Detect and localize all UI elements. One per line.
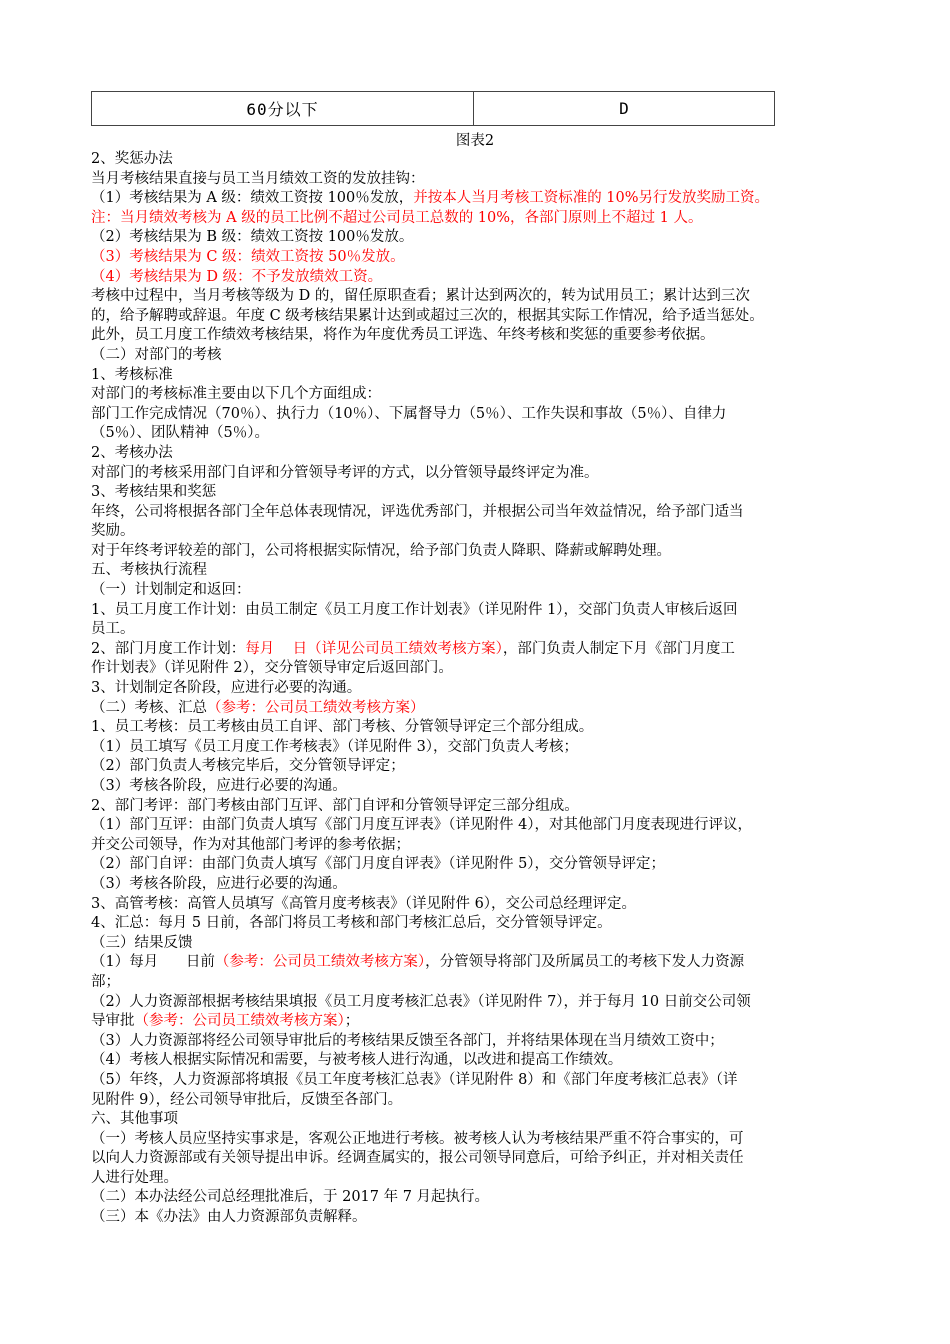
body-text: 对部门的考核采用部门自评和分管领导考评的方式，以分管领导最终评定为准。 [91,464,599,481]
text-line [91,777,866,797]
body-text: 年终，公司将根据各部门全年总体表现情况，评选优秀部门，并根据公司当年效益情况，给予部门适当 [91,503,744,520]
body-text: 3、计划制定各阶段，应进行必要的沟通。 [91,680,362,697]
body-text: 2、奖惩办法 [91,151,173,167]
body-text: （二）本办法经公司总经理批准后，于 2017 年 7 月起执行。 [91,1189,490,1206]
text-line [91,385,866,405]
text-line [91,895,866,915]
body-text: （3）考核各阶段，应进行必要的沟通。 [91,778,347,794]
body-text: （一）计划制定和返回： [91,582,251,599]
body-text: ，部门负责人制定下月《部门月度工 [502,640,735,657]
body-text: （3）人力资源部将经公司领导审批后的考核结果反馈至各部门，并将结果体现在当月绩效工资中； [91,1032,724,1049]
text-line [91,444,866,464]
body-text: （2）部门负责人考核完毕后，交分管领导评定； [91,758,405,775]
highlighted-text: （参考：公司员工绩效考核方案） [207,699,425,716]
text-line [91,346,866,366]
text-line [91,1149,866,1169]
text-line [91,405,866,425]
body-text: 部； [91,973,120,990]
text-line [91,718,866,738]
text-line [91,503,866,523]
text-line [91,953,866,973]
text-line [91,209,866,229]
text-line [91,170,866,190]
score-cell: 60分以下 [92,92,474,126]
text-line [91,1032,866,1052]
text-line [91,248,866,268]
body-text: ； [344,1013,360,1030]
text-line [91,679,866,699]
text-line [91,934,866,954]
text-line [91,601,866,621]
body-text: 1、员工月度工作计划：由员工制定《员工月度工作计划表》（详见附件 1），交部门负责人审核后返回 [91,601,738,618]
body-text: 2、部门月度工作计划： [91,640,246,657]
text-line [91,424,866,444]
body-text: （三）本《办法》由人力资源部负责解释。 [91,1209,367,1226]
body-text: （1）考核结果为 A 级：绩效工资按 100％发放， [91,190,414,207]
text-line [91,640,866,660]
highlighted-text: （参考：公司员工绩效考核方案） [214,954,426,971]
document-body [91,150,866,1228]
text-line [91,150,866,170]
body-text: 当月考核结果直接与员工当月绩效工资的发放挂钩： [91,170,425,187]
body-text: （2）考核结果为 B 级：绩效工资按 100％发放。 [91,229,414,246]
grade-table [91,91,775,126]
text-line [91,542,866,562]
text-line [91,836,866,856]
figure-caption: 图表2 [455,133,495,149]
text-line [91,326,866,346]
text-line [91,757,866,777]
text-line [91,993,866,1013]
body-text: （三）结果反馈 [91,934,193,951]
body-text: 并交公司领导，作为对其他部门考评的参考依据； [91,836,410,853]
body-text: （4）考核人根据实际情况和需要，与被考核人进行沟通，以改进和提高工作绩效。 [91,1052,623,1069]
highlighted-text: （参考：公司员工绩效考核方案） [134,1013,345,1030]
body-text: 此外，员工月度工作绩效考核结果，将作为年度优秀员工评选、年终考核和奖惩的重要参考依据。 [91,327,715,344]
text-line [91,1110,866,1130]
body-text: 见附件 9），经公司领导审批后，反馈至各部门。 [91,1091,403,1108]
text-line [91,1130,866,1150]
text-line [91,659,866,679]
grade-cell: D [474,92,775,126]
body-text: 对于年终考评较差的部门，公司将根据实际情况，给予部门负责人降职、降薪或解聘处理。 [91,542,671,559]
highlighted-text: 每月 日（详见公司员工绩效考核方案） [245,640,503,657]
text-line [91,483,866,503]
body-text: 考核中过程中，当月考核等级为 D 的，留任原职查看；累计达到两次的，转为试用员工；累计达到三次 [91,288,750,305]
body-text: 人进行处理。 [91,1169,178,1186]
body-text: 3、考核结果和奖惩 [91,484,217,501]
body-text: （5）年终，人力资源部将填报《员工年度考核汇总表》（详见附件 8）和《部门年度考核汇总表》（详 [91,1071,738,1088]
text-line [91,738,866,758]
body-text: 五、考核执行流程 [91,562,207,579]
text-line [91,522,866,542]
text-line [91,973,866,993]
highlighted-text: （3）考核结果为 C 级：绩效工资按 50％发放。 [91,248,405,265]
body-text: 4、汇总：每月 5 日前，各部门将员工考核和部门考核汇总后，交分管领导评定。 [91,915,612,932]
text-line [91,464,866,484]
text-line [91,1188,866,1208]
text-line [91,1051,866,1071]
body-text: （1）部门互评：由部门负责人填写《部门月度互评表》（详见附件 4），对其他部门月度表现进行评议， [91,817,753,834]
text-line [91,1208,866,1228]
body-text: 员工。 [91,621,135,638]
body-text: 部门工作完成情况（70％）、执行力（10％）、下属督导力（5％）、工作失误和事故（5％）、自律力 [91,405,727,422]
body-text: 1、考核标准 [91,366,173,383]
text-line [91,1071,866,1091]
body-text: 2、考核办法 [91,444,173,461]
body-text: 2、部门考评：部门考核由部门互评、部门自评和分管领导评定三部分组成。 [91,797,579,814]
text-line [91,1012,866,1032]
body-text: 作计划表》（详见附件 2），交分管领导审定后返回部门。 [91,660,453,677]
body-text: （1）员工填写《员工月度工作考核表》（详见附件 3），交部门负责人考核； [91,738,579,755]
text-line [91,189,866,209]
text-line [91,561,866,581]
text-line [91,620,866,640]
body-text: （1）每月 日前 [91,954,215,971]
text-line [91,1091,866,1111]
body-text: （2）部门自评：由部门负责人填写《部门月度自评表》（详见附件 5），交分管领导评定； [91,856,666,873]
body-text: （5％）、团队精神（5％）。 [91,425,269,442]
table-row [92,92,775,126]
text-line [91,366,866,386]
text-line [91,914,866,934]
highlighted-text: 并按本人当月考核工资标准的 10%另行发放奖励工资。 [413,190,770,207]
text-line [91,816,866,836]
body-text: （2）人力资源部根据考核结果填报《员工月度考核汇总表》（详见附件 7），并于每月 10 日前交公司领 [91,993,751,1010]
text-line [91,797,866,817]
body-text: 奖励。 [91,523,135,540]
text-line [91,268,866,288]
text-line [91,875,866,895]
body-text: （3）考核各阶段，应进行必要的沟通。 [91,875,347,892]
highlighted-text: （4）考核结果为 D 级：不予发放绩效工资。 [91,268,383,285]
body-text: 3、高管考核：高管人员填写《高管月度考核表》（详见附件 6），交公司总经理评定。 [91,895,637,912]
text-line [91,581,866,601]
body-text: （一）考核人员应坚持实事求是，客观公正地进行考核。被考核人认为考核结果严重不符合事实的，可 [91,1130,744,1147]
text-line [91,228,866,248]
text-line [91,1169,866,1189]
body-text: 对部门的考核标准主要由以下几个方面组成： [91,386,381,403]
body-text: ，分管领导将部门及所属员工的考核下发人力资源 [425,954,745,971]
body-text: （二）对部门的考核 [91,346,222,363]
text-line [91,287,866,307]
body-text: 六、其他事项 [91,1111,178,1128]
body-text: 导审批 [91,1013,135,1030]
text-line [91,307,866,327]
text-line [91,699,866,719]
body-text: 的，给予解聘或辞退。年度 C 级考核结果累计达到或超过三次的，根据其实际工作情况，给予适当惩处。 [91,307,764,324]
body-text: 1、员工考核：员工考核由员工自评、部门考核、分管领导评定三个部分组成。 [91,719,594,736]
text-line [91,855,866,875]
body-text: 以向人力资源部或有关领导提出申诉。经调查属实的，报公司领导同意后，可给予纠正，并对相关责任 [91,1150,744,1167]
highlighted-text: 注：当月绩效考核为 A 级的员工比例不超过公司员工总数的 10%，各部门原则上不超过 1 人。 [91,209,703,226]
body-text: （二）考核、汇总 [91,699,207,716]
